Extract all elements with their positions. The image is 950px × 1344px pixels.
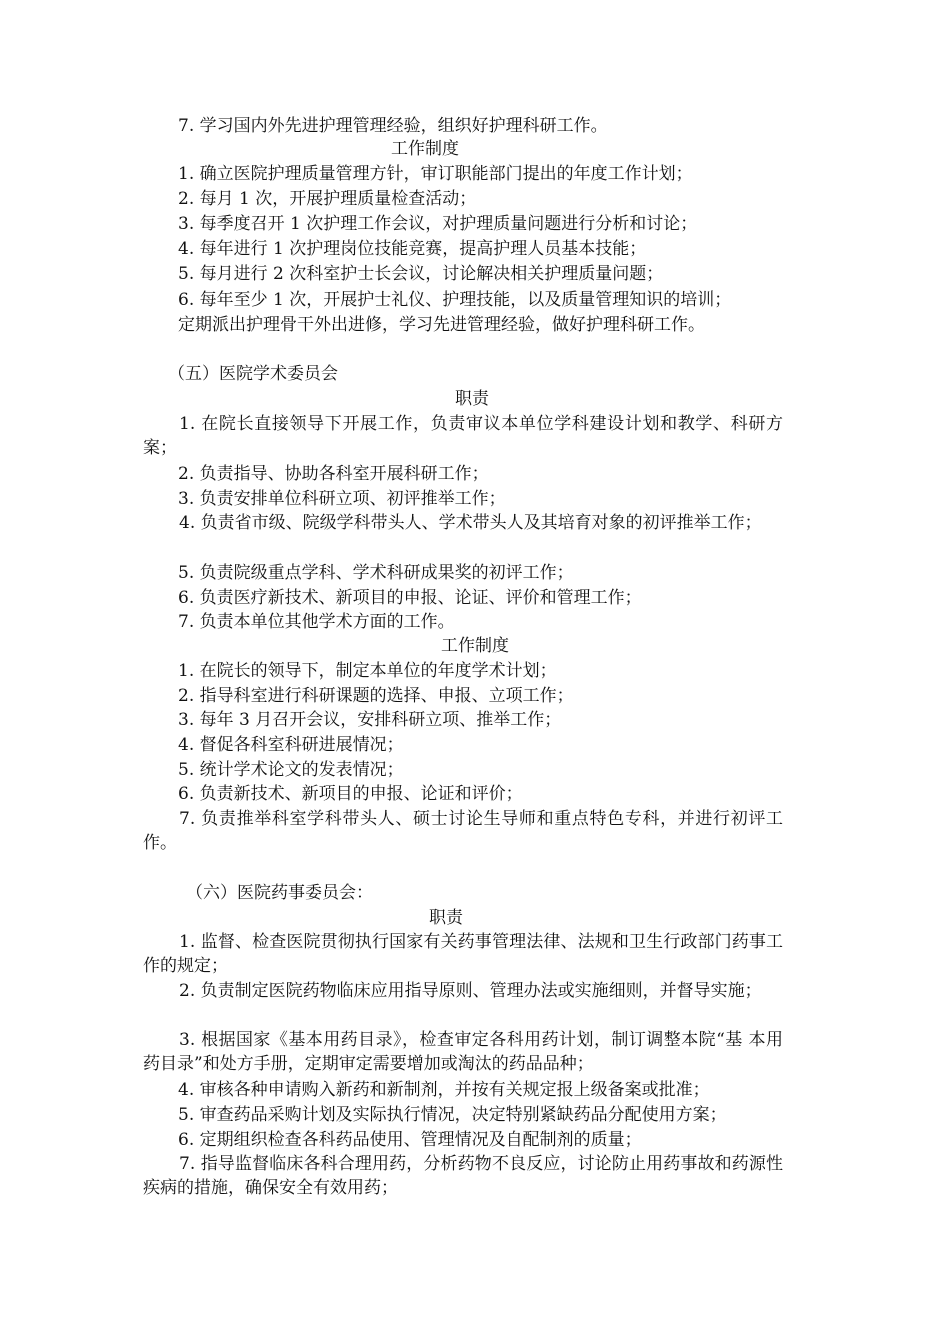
nursing-rule-3: 3. 每季度召开 1 次护理工作会议，对护理质量问题进行分析和讨论；	[178, 214, 698, 234]
academic-duty-2: 2. 负责指导、协助各科室开展科研工作；	[178, 464, 489, 484]
pharmacy-duty-title: 职责	[429, 908, 463, 928]
academic-rule-7: 7. 负责推举科室学科带头人、硕士讨论生导师和重点特色专科，并进行初评工作。	[143, 809, 783, 853]
nursing-rule-2: 2. 每月 1 次，开展护理质量检查活动；	[178, 189, 477, 209]
nursing-work-title: 工作制度	[391, 139, 459, 159]
pharmacy-duty-7: 7. 指导监督临床各科合理用药，分析药物不良反应，讨论防止用药事故和药源性疾病的措施，确保安全有效用药；	[143, 1154, 783, 1198]
pharmacy-heading: （六）医院药事委员会：	[186, 883, 373, 903]
academic-duty-7: 7. 负责本单位其他学术方面的工作。	[178, 612, 455, 632]
academic-duty-3: 3. 负责安排单位科研立项、初评推举工作；	[178, 489, 506, 509]
nursing-rule-5: 5. 每月进行 2 次科室护士长会议，讨论解决相关护理质量问题；	[178, 264, 664, 284]
pharmacy-duty-3: 3. 根据国家《基本用药目录》，检查审定各科用药计划，制订调整本院“基 本用药目录”和处方手册，定期审定需要增加或淘汰的药品品种；	[143, 1030, 783, 1074]
academic-work-title: 工作制度	[441, 636, 509, 656]
academic-rule-6: 6. 负责新技术、新项目的申报、论证和评价；	[178, 784, 523, 804]
academic-rule-3: 3. 每年 3 月召开会议，安排科研立项、推举工作；	[178, 710, 562, 730]
pharmacy-duty-5: 5. 审查药品采购计划及实际执行情况，决定特别紧缺药品分配使用方案；	[178, 1105, 727, 1125]
pharmacy-duty-2: 2. 负责制定医院药物临床应用指导原则、管理办法或实施细则，并督导实施；	[179, 981, 762, 1001]
academic-duty-1: 1. 在院长直接领导下开展工作，负责审议本单位学科建设计划和教学、科研方案；	[143, 414, 783, 458]
nursing-item-7: 7. 学习国内外先进护理管理经验，组织好护理科研工作。	[178, 116, 608, 136]
academic-heading: （五）医院学术委员会	[168, 364, 338, 384]
pharmacy-duty-6: 6. 定期组织检查各科药品使用、管理情况及自配制剂的质量；	[178, 1130, 642, 1150]
academic-duty-4: 4. 负责省市级、院级学科带头人、学术带头人及其培育对象的初评推举工作；	[179, 513, 762, 533]
academic-duty-title: 职责	[455, 389, 489, 409]
academic-rule-5: 5. 统计学术论文的发表情况；	[178, 760, 404, 780]
academic-rule-2: 2. 指导科室进行科研课题的选择、申报、立项工作；	[178, 686, 574, 706]
pharmacy-duty-1: 1. 监督、检查医院贯彻执行国家有关药事管理法律、法规和卫生行政部门药事工作的规定；	[143, 932, 783, 976]
academic-duty-6: 6. 负责医疗新技术、新项目的申报、论证、评价和管理工作；	[178, 588, 642, 608]
nursing-rule-6: 6. 每年至少 1 次，开展护士礼仪、护理技能，以及质量管理知识的培训；	[178, 290, 732, 310]
nursing-rule-1: 1. 确立医院护理质量管理方针，审订职能部门提出的年度工作计划；	[178, 164, 693, 184]
academic-rule-4: 4. 督促各科室科研进展情况；	[178, 735, 404, 755]
academic-duty-5: 5. 负责院级重点学科、学术科研成果奖的初评工作；	[178, 563, 574, 583]
nursing-tail-line: 定期派出护理骨干外出进修，学习先进管理经验，做好护理科研工作。	[178, 315, 705, 335]
pharmacy-duty-4: 4. 审核各种申请购入新药和新制剂，并按有关规定报上级备案或批准；	[178, 1080, 710, 1100]
nursing-rule-4: 4. 每年进行 1 次护理岗位技能竞赛，提高护理人员基本技能；	[178, 239, 647, 259]
academic-rule-1: 1. 在院长的领导下，制定本单位的年度学术计划；	[178, 661, 557, 681]
